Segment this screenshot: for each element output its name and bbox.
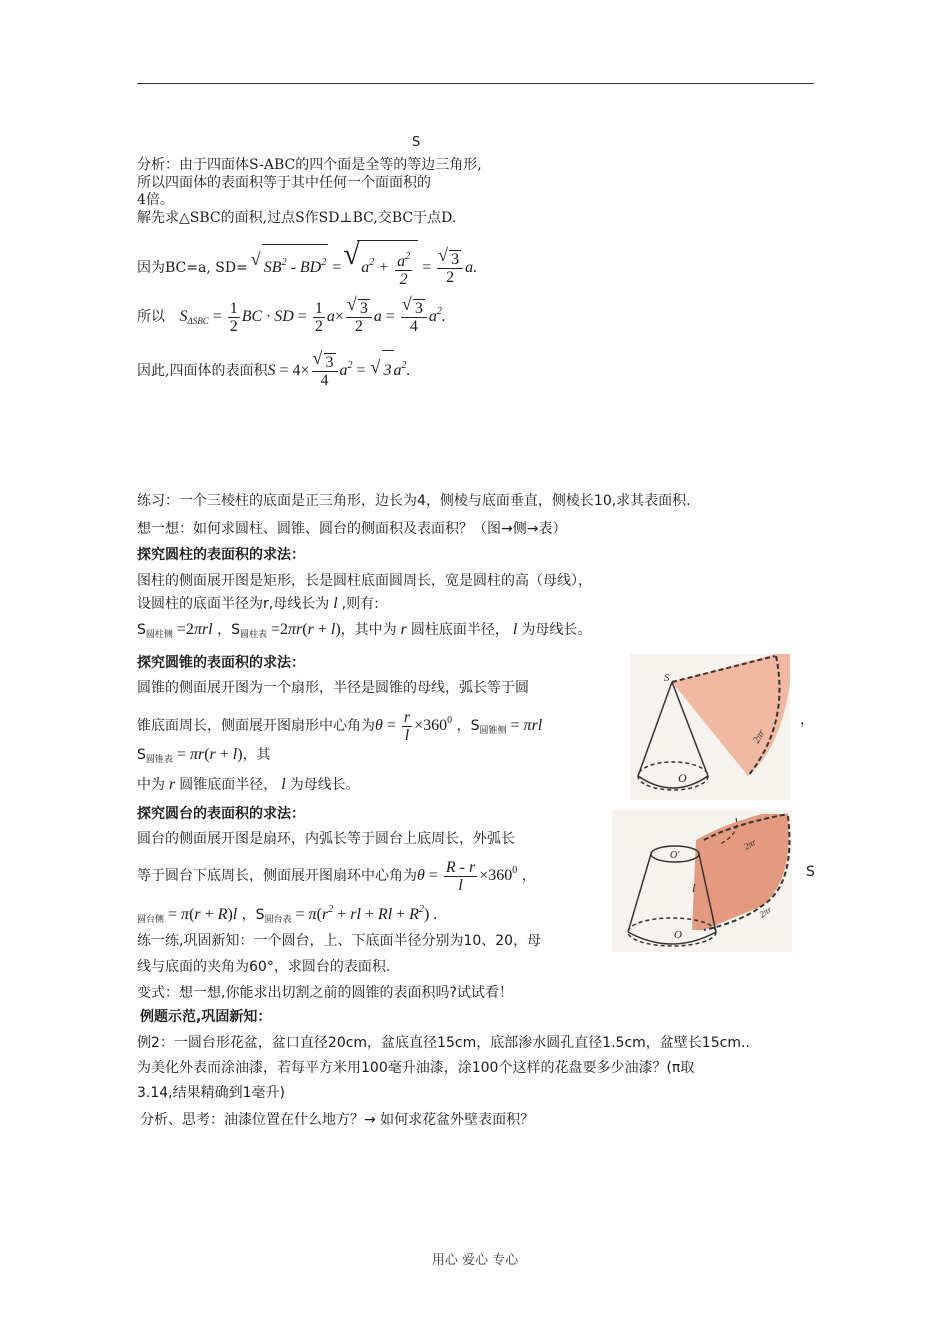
cone-heading: 探究圆锥的表面积的求法： — [137, 655, 305, 671]
svg-text:O': O' — [670, 850, 680, 861]
cone-line-3: $S_{圆锥表} = \pi r(r + l)$，其 — [137, 746, 271, 765]
cyl-tail-c: 为母线长。 — [521, 622, 592, 638]
svg-text:2πr: 2πr — [742, 836, 758, 852]
frustum-unfold-figure — [612, 810, 792, 952]
frustum-formula: $_{圆台侧}$ = π(r + R)l ，$S_{圆台表} = \pi(r^2$ + rl + $Rl + R^2$) . — [137, 904, 438, 925]
formula-sd-prefix: 因为BC=a, SD= — [137, 260, 248, 276]
cone-line-1: 圆锥的侧面展开图为一个扇形，半径是圆锥的母线，弧长等于圆 — [137, 680, 529, 696]
frustum-line-2-text: 等于圆台下底周长，侧面展开图扇环中心角为 — [137, 868, 417, 884]
formula-total-area: 因此,四面体的表面积S = 4× √ $\frac{3}{4}$ $a^2$ = √ 3 $a^2$. — [137, 346, 411, 391]
header-rule — [137, 83, 814, 84]
cone-unfold-figure — [630, 654, 790, 800]
cone-line-2: 锥底面周长，侧面展开图扇形中心角为θ = $\frac{r}{l}$ $\times 360^0$ ，$S_{圆锥侧} = \pi rl$ — [137, 708, 543, 744]
variant-line: 变式：想一想,你能求出切割之前的圆锥的表面积吗?试试看！ — [137, 985, 513, 1001]
svg-text:2πr: 2πr — [757, 904, 774, 920]
svg-text:O: O — [678, 771, 687, 785]
cone-side-sub: 圆锥侧 — [479, 726, 507, 736]
practice-2-line-1: 练一练,巩固新知：一个圆台，上、下底面半径分别为10、20，母 — [137, 933, 542, 949]
frustum-total-sub: 圆台表 — [264, 915, 292, 925]
cylinder-formula: $S_{圆柱侧} =2\pi rl$ ，$S_{圆柱表} =2\pi r(r + l)$，其中为 r 圆柱底面半径， l 为母线长。 — [137, 621, 592, 640]
formula-area-prefix: 所以 — [137, 309, 165, 325]
svg-text:2πr: 2πr — [751, 727, 768, 746]
cylinder-heading: 探究圆柱的表面积的求法： — [137, 547, 305, 563]
cyl-side-sub: 圆柱侧 — [145, 630, 173, 640]
frustum-side-sub: 圆台侧 — [137, 915, 165, 925]
example-2-line-3: 3.14,结果精确到1毫升) — [137, 1085, 285, 1101]
vertex-label-s: S — [412, 135, 421, 150]
cone-line-3-tail: ，其 — [242, 747, 271, 763]
analysis-line-1: 分析：由于四面体S-ABC的四个面是全等的等边三角形, — [137, 157, 482, 173]
page-footer: 用心 爱心 专心 — [431, 1253, 519, 1268]
example-2-line-1: 例2：一圆台形花盆，盆口直径20cm，盆底直径15cm，底部渗水圆孔直径1.5cm，盆壁长15cm.. — [137, 1035, 750, 1051]
frustum-line-2: 等于圆台下底周长，侧面展开图扇环中心角为θ = $\frac{R - r}{l}$ $\times 360^0$ ， — [137, 858, 536, 894]
cone-trailing-comma: ， — [800, 712, 814, 728]
cone-total-sub: 圆锥表 — [145, 755, 173, 765]
cylinder-line-2-text: 设圆柱的底面半径为r,母线长为 — [137, 596, 330, 612]
cylinder-line-1: 图柱的侧面展开图是矩形，长是圆柱底面圆周长，宽是圆柱的高（母线）， — [137, 573, 592, 589]
analysis-2: 分析、思考：油漆位置在什么地方？→ 如何求花盆外壁表面积？ — [140, 1112, 535, 1128]
example-2-line-2: 为美化外表而涂油漆，若每平方米用100毫升油漆，涂100个这样的花盘要多少油漆？(π取 — [137, 1060, 695, 1076]
cylinder-line-2: 设圆柱的底面半径为r,母线长为 l ,则有: — [137, 595, 379, 612]
svg-text:O: O — [674, 929, 682, 941]
frustum-line-1: 圆台的侧面展开图是扇环，内弧长等于圆台上底周长，外弧长 — [137, 831, 515, 847]
formula-sd: 因为BC=a, SD=√ $SB^2 - BD^2$ = √ $a^2$ + $\frac{a^2}{2}$ = √ $\frac{3}{2}$ a. — [137, 240, 477, 288]
svg-text:S: S — [664, 672, 670, 684]
analysis-line-3: 4倍。 — [137, 192, 174, 208]
formula-area-sbc: 所以 $S_{\Delta SBC}$ = $\frac{1}{2}$ BC · SD = $\frac{1}{2}$ a× √ $\frac{3}{2}$ a = √ $\frac{3}{4}$ $a^2$. — [137, 292, 446, 341]
frustum-s-right: S — [806, 864, 815, 880]
analysis-line-2: 所以四面体的表面积等于其中任何一个面面积的 — [137, 175, 431, 191]
cyl-total-sub: 圆柱表 — [239, 630, 267, 640]
cone-line-4b: 圆锥底面半径， — [179, 777, 278, 793]
svg-text:l: l — [692, 881, 696, 895]
cone-line-4c: 为母线长。 — [289, 777, 360, 793]
cylinder-line-2-end: ,则有: — [341, 596, 379, 612]
formula-total-prefix: 因此,四面体的表面积 — [137, 363, 268, 379]
cyl-tail-a: ，其中为 — [340, 622, 397, 638]
example-heading: 例题示范,巩固新知： — [140, 1009, 272, 1025]
frustum-heading: 探究圆台的表面积的求法： — [137, 806, 305, 822]
cone-line-4: 中为 r 圆锥底面半径， l 为母线长。 — [137, 776, 360, 793]
cone-line-2-text: 锥底面周长，侧面展开图扇形中心角为 — [137, 718, 375, 734]
think-line: 想一想：如何求圆柱、圆锥、圆台的侧面积及表面积？（图→侧→表） — [137, 521, 567, 537]
cyl-tail-b: 圆柱底面半径， — [410, 622, 509, 638]
practice-1: 练习：一个三棱柱的底面是正三角形，边长为4，侧棱与底面垂直，侧棱长10,求其表面积. — [137, 493, 691, 509]
practice-2-line-2: 线与底面的夹角为60°，求圆台的表面积. — [137, 959, 391, 975]
cone-line-4a: 中为 — [137, 777, 165, 793]
analysis-line-4: 解先求△SBC的面积,过点S作SD⊥BC,交BC于点D. — [137, 210, 457, 226]
